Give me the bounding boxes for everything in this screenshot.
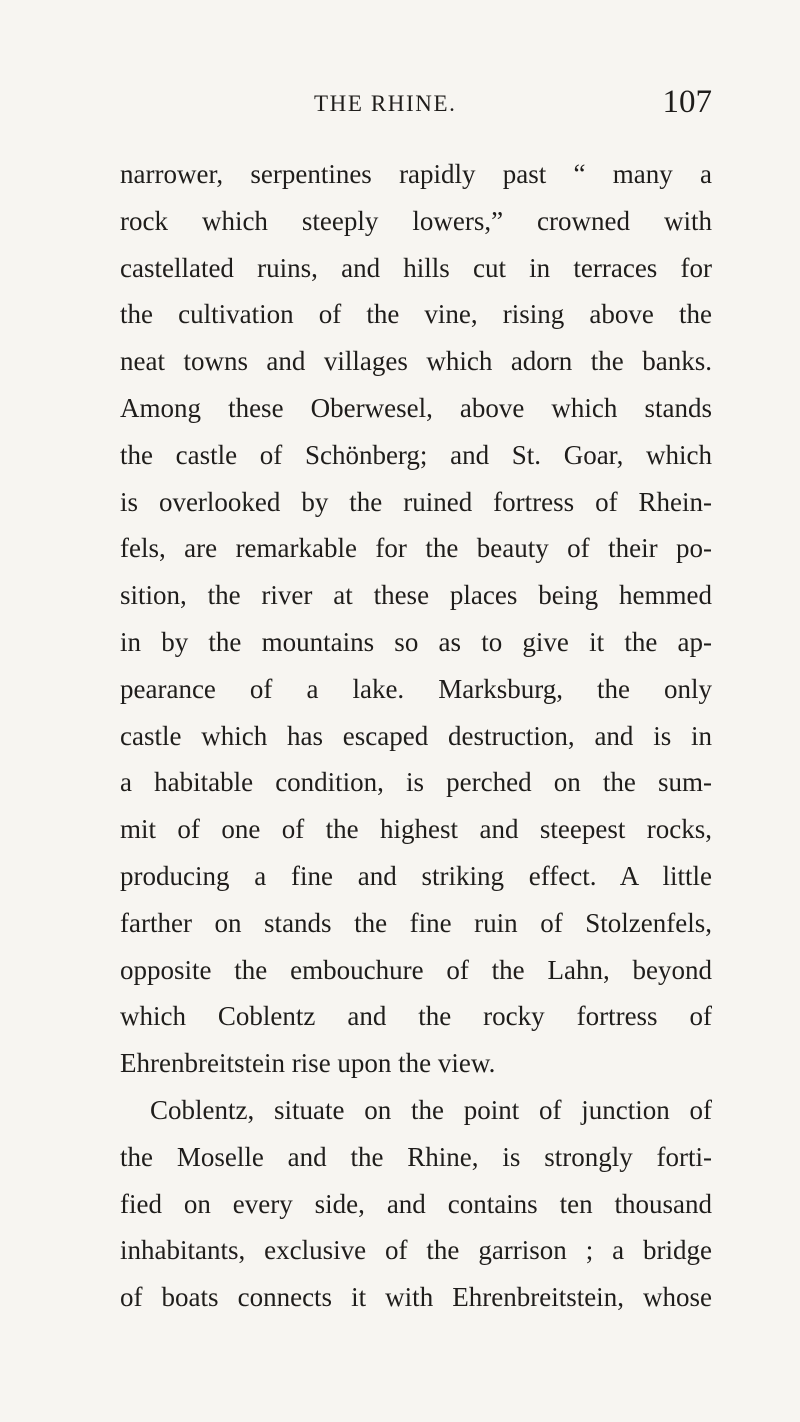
text-line: farther on stands the fine ruin of Stolzenfels,	[120, 907, 712, 938]
text-line: rock which steeply lowers,” crowned with	[120, 205, 712, 236]
text-line: which Coblentz and the rocky fortress of	[120, 1001, 712, 1032]
text-line: castellated ruins, and hills cut in terraces for	[120, 252, 712, 283]
text-line: fied on every side, and contains ten thousand	[120, 1188, 712, 1219]
running-head	[120, 86, 712, 128]
text-line: castle which has escaped destruction, and is in	[120, 720, 712, 751]
text-line: Ehrenbreitstein rise upon the view.	[120, 1048, 496, 1079]
text-line: is overlooked by the ruined fortress of Rhein-	[120, 486, 712, 517]
text-line: pearance of a lake. Marksburg, the only	[120, 673, 712, 704]
text-line: a habitable condition, is perched on the sum-	[120, 767, 712, 798]
text-line: the Moselle and the Rhine, is strongly forti-	[120, 1141, 712, 1172]
text-line: the cultivation of the vine, rising above the	[120, 299, 712, 330]
text-line: Coblentz, situate on the point of junction of	[150, 1094, 712, 1125]
text-line: producing a fine and striking effect. A little	[120, 860, 712, 891]
text-line: mit of one of the highest and steepest rocks,	[120, 814, 712, 845]
text-line: Among these Oberwesel, above which stands	[120, 392, 712, 423]
text-line: narrower, serpentines rapidly past “ many a	[120, 159, 712, 189]
running-title: THE RHINE.	[314, 91, 457, 116]
text-line: in by the mountains so as to give it the ap-	[120, 626, 712, 657]
text-line: neat towns and villages which adorn the banks.	[120, 346, 712, 377]
page-number: 107	[662, 84, 712, 120]
text-line: opposite the embouchure of the Lahn, beyond	[120, 954, 712, 985]
text-line: inhabitants, exclusive of the garrison ; a bridge	[120, 1235, 712, 1266]
text-line: sition, the river at these places being hemmed	[120, 580, 712, 611]
text-line: the castle of Schönberg; and St. Goar, which	[120, 439, 712, 470]
body-text	[120, 151, 712, 1321]
text-line: of boats connects it with Ehrenbreitstein, whose	[120, 1282, 712, 1313]
text-line: fels, are remarkable for the beauty of their po-	[120, 533, 712, 564]
